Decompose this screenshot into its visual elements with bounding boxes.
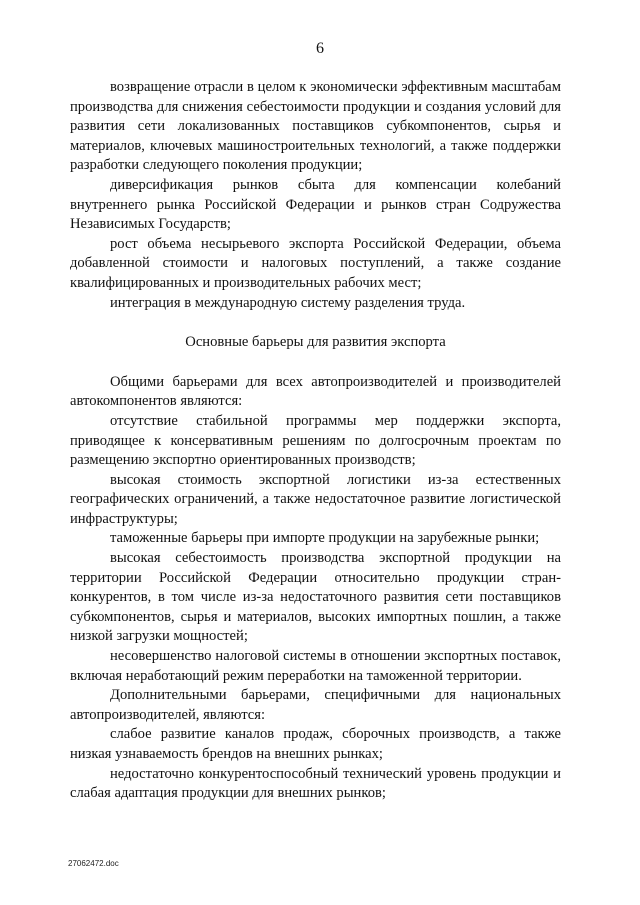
paragraph-export-growth: рост объема несырьевого экспорта Российской Федерации, объема добавленной стоимости и налоговых поступлений, а также создание квалифицированных и производительных рабочих мест; <box>70 235 561 291</box>
paragraph-high-production-cost: высокая себестоимость производства экспортной продукции на территории Российской Федерации относительно продукции стран-конкурентов, в том числе из-за недостаточного развития сети поставщиков субкомпонентов, сырья и материалов, высоких импортных пошлин, а также низкой загрузки мощностей; <box>70 550 561 645</box>
paragraph-tax-system: несовершенство налоговой системы в отношении экспортных поставок, включая неработающий режим переработки на таможенной территории. <box>70 648 561 684</box>
paragraph-market-diversification: диверсификация рынков сбыта для компенсации колебаний внутреннего рынка Российской Федерации и рынков стран Содружества Независимых Государств; <box>70 176 561 233</box>
paragraph-logistics-cost: высокая стоимость экспортной логистики из-за естественных географических ограничений, а также недостаточное развитие логистической инфраструктуры; <box>70 471 561 527</box>
paragraph-customs-barriers: таможенные барьеры при импорте продукции на зарубежные рынки; <box>110 530 540 547</box>
page-number: 6 <box>316 40 324 57</box>
paragraph-no-support-program: отсутствие стабильной программы мер поддержки экспорта, приводящее к консервативным решениям по долгосрочным проектам по размещению экспортно ориентированных производств; <box>70 412 561 469</box>
document-body <box>70 78 561 804</box>
section-heading: Основные барьеры для развития экспорта <box>185 334 446 351</box>
paragraph-additional-barriers-intro: Дополнительными барьерами, специфичными для национальных автопроизводителей, являются: <box>70 687 561 723</box>
paragraph-common-barriers-intro: Общими барьерами для всех автопроизводителей и производителей автокомпонентов являются: <box>70 373 561 410</box>
paragraph-weak-sales-channels: слабое развитие каналов продаж, сборочных производств, а также низкая узнаваемость брендов на внешних рынках; <box>70 726 561 762</box>
paragraph-international-integration: интеграция в международную систему разделения труда. <box>110 294 466 311</box>
paragraph-return-to-efficiency: возвращение отрасли в целом к экономически эффективным масштабам производства для снижения себестоимости продукции и создания условий для развития сети локализованных поставщиков субкомпонентов, сырья и материалов, ключевых машиностроительных технологий, а также поддержки разработки следующего поколения продукции; <box>70 79 561 174</box>
footer-filename: 27062472.doc <box>68 859 119 868</box>
paragraph-technical-level: недостаточно конкурентоспособный технический уровень продукции и слабая адаптация продукции для внешних рынков; <box>70 765 561 802</box>
